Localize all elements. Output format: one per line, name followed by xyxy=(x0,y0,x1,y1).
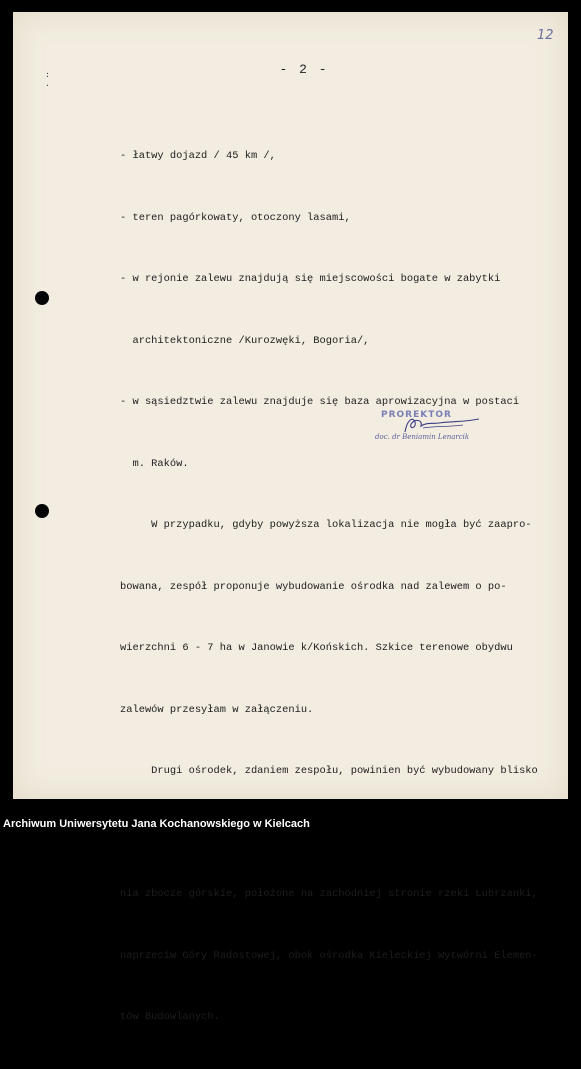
text-line: - łatwy dojazd / 45 km /, xyxy=(120,150,276,162)
punch-hole xyxy=(35,504,49,518)
text-line: nia zbocze górskie, położone na zachodniej stronie rzeki Lubrzanki, xyxy=(120,888,538,900)
archive-name: Archiwum Uniwersytetu Jana Kochanowskiego w Kielcach xyxy=(3,818,310,830)
text-line: wierzchni 6 - 7 ha w Janowie k/Końskich. Szkice terenowe obydwu xyxy=(120,642,513,654)
text-line: m. Raków. xyxy=(120,457,189,470)
stamp-title: PROREKTOR xyxy=(381,410,452,420)
text-line: Drugi ośrodek, zdaniem zespołu, powinien być wybudowany blisko xyxy=(120,765,538,777)
page-number: - 2 - xyxy=(279,62,329,77)
stamp-name: doc. dr Beniamin Lenarcik xyxy=(375,433,470,441)
text-line: W przypadku, gdyby powyższa lokalizacja nie mogła być zaapro- xyxy=(120,519,532,531)
margin-marks: : . xyxy=(45,70,50,88)
text-line: - w rejonie zalewu znajdują się miejscowości bogate w zabytki xyxy=(120,273,501,285)
archive-page-number: 12 xyxy=(537,28,554,43)
text-line: naprzeciw Góry Radostowej, obok ośrodka Kieleckiej Wytwórni Elemen- xyxy=(120,949,538,962)
text-line: tów Budowlanych. xyxy=(120,1011,220,1023)
text-line: - teren pagórkowaty, otoczony lasami, xyxy=(120,211,351,224)
text-line: zalewów przesyłam w załączeniu. xyxy=(120,703,314,716)
prorector-stamp xyxy=(375,408,515,448)
punch-hole xyxy=(35,291,49,305)
archive-footer xyxy=(0,812,581,840)
document-body xyxy=(120,105,575,1069)
text-line: bowana, zespół proponuje wybudowanie ośrodka nad zalewem o po- xyxy=(120,580,507,593)
text-line: - w sąsiedztwie zalewu znajduje się baza aprowizacyjna w postaci xyxy=(120,396,520,408)
text-line: architektoniczne /Kurozwęki, Bogoria/, xyxy=(120,334,370,347)
